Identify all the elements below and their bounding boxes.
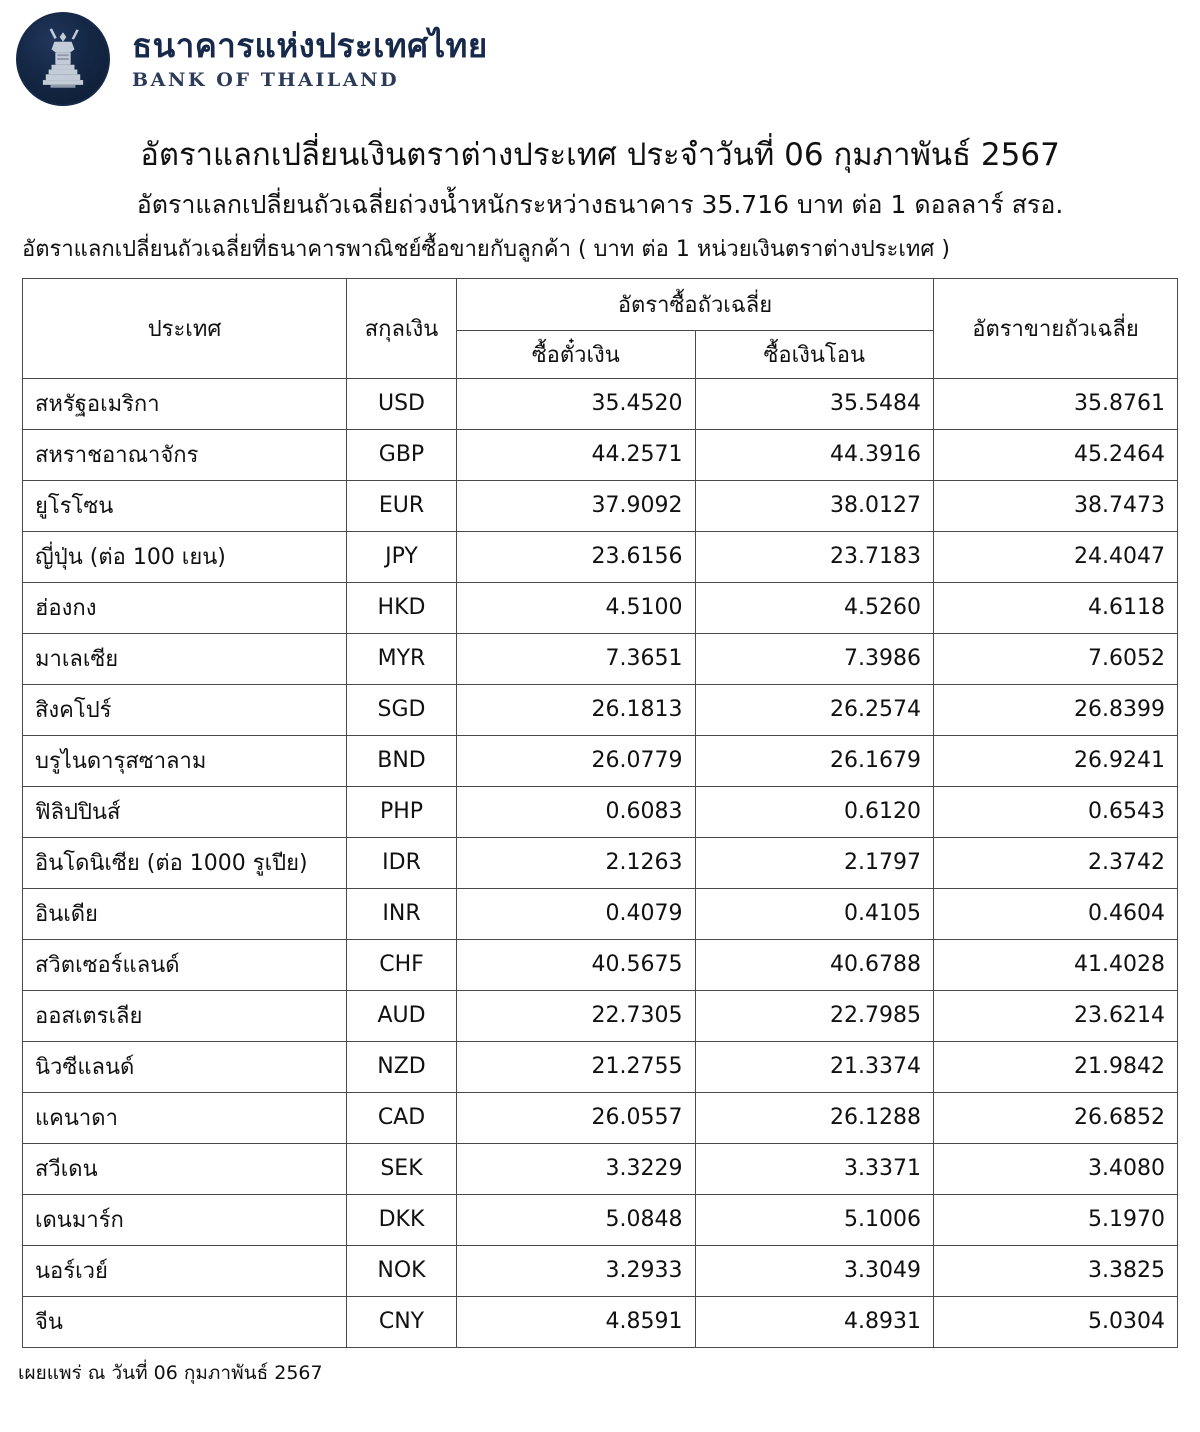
- exchange-rate-table: [22, 278, 1178, 1348]
- cell-sell-rate: 5.0304: [934, 1296, 1178, 1347]
- cell-country: มาเลเซีย: [23, 633, 347, 684]
- cell-country: แคนาดา: [23, 1092, 347, 1143]
- cell-currency: USD: [347, 378, 457, 429]
- cell-buy-transfer: 5.1006: [695, 1194, 934, 1245]
- cell-country: ฮ่องกง: [23, 582, 347, 633]
- cell-buy-transfer: 4.8931: [695, 1296, 934, 1347]
- cell-buy-transfer: 26.2574: [695, 684, 934, 735]
- cell-buy-bill: 4.5100: [457, 582, 696, 633]
- heading-block: [0, 136, 1200, 264]
- table-row: [23, 633, 1178, 684]
- cell-country: ออสเตรเลีย: [23, 990, 347, 1041]
- table-row: [23, 939, 1178, 990]
- column-header-buy-transfer: ซื้อเงินโอน: [695, 330, 934, 378]
- cell-sell-rate: 0.4604: [934, 888, 1178, 939]
- cell-currency: EUR: [347, 480, 457, 531]
- cell-buy-transfer: 40.6788: [695, 939, 934, 990]
- cell-buy-bill: 26.0557: [457, 1092, 696, 1143]
- cell-buy-bill: 26.1813: [457, 684, 696, 735]
- table-row: [23, 480, 1178, 531]
- column-header-sell-rate: อัตราขายถัวเฉลี่ย: [934, 278, 1178, 378]
- cell-buy-transfer: 2.1797: [695, 837, 934, 888]
- cell-currency: JPY: [347, 531, 457, 582]
- cell-buy-transfer: 22.7985: [695, 990, 934, 1041]
- cell-sell-rate: 26.6852: [934, 1092, 1178, 1143]
- cell-country: สวีเดน: [23, 1143, 347, 1194]
- table-row: [23, 1143, 1178, 1194]
- table-row: [23, 582, 1178, 633]
- cell-sell-rate: 3.3825: [934, 1245, 1178, 1296]
- cell-buy-bill: 22.7305: [457, 990, 696, 1041]
- cell-buy-bill: 21.2755: [457, 1041, 696, 1092]
- cell-currency: SEK: [347, 1143, 457, 1194]
- cell-buy-bill: 35.4520: [457, 378, 696, 429]
- page-subtitle: อัตราแลกเปลี่ยนถัวเฉลี่ยถ่วงน้ำหนักระหว่างธนาคาร 35.716 บาท ต่อ 1 ดอลลาร์ สรอ.: [136, 189, 1064, 219]
- cell-buy-bill: 2.1263: [457, 837, 696, 888]
- cell-buy-transfer: 26.1288: [695, 1092, 934, 1143]
- cell-sell-rate: 2.3742: [934, 837, 1178, 888]
- cell-buy-bill: 3.2933: [457, 1245, 696, 1296]
- cell-sell-rate: 41.4028: [934, 939, 1178, 990]
- table-row: [23, 1296, 1178, 1347]
- cell-currency: CNY: [347, 1296, 457, 1347]
- cell-buy-transfer: 21.3374: [695, 1041, 934, 1092]
- cell-buy-bill: 0.6083: [457, 786, 696, 837]
- cell-country: จีน: [23, 1296, 347, 1347]
- cell-currency: GBP: [347, 429, 457, 480]
- cell-buy-transfer: 7.3986: [695, 633, 934, 684]
- cell-sell-rate: 5.1970: [934, 1194, 1178, 1245]
- brand-name-thai: ธนาคารแห่งประเทศไทย: [132, 25, 488, 65]
- exchange-rate-table-wrapper: [0, 278, 1200, 1348]
- cell-buy-bill: 23.6156: [457, 531, 696, 582]
- column-header-buy-group: อัตราซื้อถัวเฉลี่ย: [457, 278, 934, 330]
- cell-country: อินเดีย: [23, 888, 347, 939]
- cell-buy-bill: 40.5675: [457, 939, 696, 990]
- cell-sell-rate: 0.6543: [934, 786, 1178, 837]
- cell-buy-bill: 0.4079: [457, 888, 696, 939]
- table-row: [23, 1041, 1178, 1092]
- cell-sell-rate: 35.8761: [934, 378, 1178, 429]
- cell-country: ญี่ปุ่น (ต่อ 100 เยน): [23, 531, 347, 582]
- cell-sell-rate: 26.9241: [934, 735, 1178, 786]
- cell-sell-rate: 3.4080: [934, 1143, 1178, 1194]
- cell-buy-bill: 26.0779: [457, 735, 696, 786]
- table-row: [23, 531, 1178, 582]
- cell-sell-rate: 4.6118: [934, 582, 1178, 633]
- table-body: [23, 378, 1178, 1347]
- table-row: [23, 1194, 1178, 1245]
- cell-country: อินโดนิเซีย (ต่อ 1000 รูเปีย): [23, 837, 347, 888]
- table-row: [23, 786, 1178, 837]
- cell-currency: BND: [347, 735, 457, 786]
- cell-buy-transfer: 26.1679: [695, 735, 934, 786]
- table-row: [23, 378, 1178, 429]
- cell-buy-transfer: 3.3371: [695, 1143, 934, 1194]
- cell-currency: CHF: [347, 939, 457, 990]
- cell-country: นอร์เวย์: [23, 1245, 347, 1296]
- cell-country: สวิตเซอร์แลนด์: [23, 939, 347, 990]
- brand-lockup: [132, 25, 488, 91]
- cell-buy-transfer: 4.5260: [695, 582, 934, 633]
- brand-name-english: BANK OF THAILAND: [132, 68, 400, 91]
- cell-currency: IDR: [347, 837, 457, 888]
- cell-sell-rate: 7.6052: [934, 633, 1178, 684]
- table-row: [23, 888, 1178, 939]
- cell-buy-bill: 44.2571: [457, 429, 696, 480]
- cell-currency: SGD: [347, 684, 457, 735]
- cell-currency: NOK: [347, 1245, 457, 1296]
- cell-sell-rate: 45.2464: [934, 429, 1178, 480]
- table-row: [23, 837, 1178, 888]
- cell-country: ฟิลิปปินส์: [23, 786, 347, 837]
- cell-buy-transfer: 35.5484: [695, 378, 934, 429]
- table-row: [23, 1245, 1178, 1296]
- cell-sell-rate: 38.7473: [934, 480, 1178, 531]
- cell-country: นิวซีแลนด์: [23, 1041, 347, 1092]
- cell-country: สิงคโปร์: [23, 684, 347, 735]
- cell-currency: HKD: [347, 582, 457, 633]
- bank-of-thailand-seal-icon: [16, 12, 110, 106]
- cell-buy-bill: 7.3651: [457, 633, 696, 684]
- table-header-row-primary: [23, 278, 1178, 330]
- publication-footer: เผยแพร่ ณ วันที่ 06 กุมภาพันธ์ 2567: [18, 1361, 323, 1384]
- cell-sell-rate: 21.9842: [934, 1041, 1178, 1092]
- cell-country: สหรัฐอเมริกา: [23, 378, 347, 429]
- masthead: [0, 0, 1200, 108]
- cell-buy-bill: 4.8591: [457, 1296, 696, 1347]
- cell-buy-transfer: 38.0127: [695, 480, 934, 531]
- cell-sell-rate: 26.8399: [934, 684, 1178, 735]
- cell-country: ยูโรโซน: [23, 480, 347, 531]
- cell-sell-rate: 23.6214: [934, 990, 1178, 1041]
- cell-currency: NZD: [347, 1041, 457, 1092]
- table-row: [23, 684, 1178, 735]
- column-header-currency: สกุลเงิน: [347, 278, 457, 378]
- table-row: [23, 735, 1178, 786]
- cell-buy-transfer: 0.6120: [695, 786, 934, 837]
- cell-buy-bill: 3.3229: [457, 1143, 696, 1194]
- table-row: [23, 990, 1178, 1041]
- table-header: [23, 278, 1178, 378]
- cell-sell-rate: 24.4047: [934, 531, 1178, 582]
- cell-buy-transfer: 44.3916: [695, 429, 934, 480]
- cell-buy-bill: 37.9092: [457, 480, 696, 531]
- cell-currency: INR: [347, 888, 457, 939]
- cell-buy-transfer: 0.4105: [695, 888, 934, 939]
- cell-country: สหราชอาณาจักร: [23, 429, 347, 480]
- table-row: [23, 1092, 1178, 1143]
- cell-buy-transfer: 23.7183: [695, 531, 934, 582]
- column-header-buy-bill: ซื้อตั๋วเงิน: [457, 330, 696, 378]
- cell-country: เดนมาร์ก: [23, 1194, 347, 1245]
- table-row: [23, 429, 1178, 480]
- cell-buy-transfer: 3.3049: [695, 1245, 934, 1296]
- cell-currency: PHP: [347, 786, 457, 837]
- cell-currency: AUD: [347, 990, 457, 1041]
- column-header-country: ประเทศ: [23, 278, 347, 378]
- page-note: อัตราแลกเปลี่ยนถัวเฉลี่ยที่ธนาคารพาณิชย์ซื้อขายกับลูกค้า ( บาท ต่อ 1 หน่วยเงินตราต่างประเทศ ): [22, 237, 950, 262]
- cell-currency: MYR: [347, 633, 457, 684]
- cell-buy-bill: 5.0848: [457, 1194, 696, 1245]
- cell-country: บรูไนดารุสซาลาม: [23, 735, 347, 786]
- cell-currency: DKK: [347, 1194, 457, 1245]
- page-title: อัตราแลกเปลี่ยนเงินตราต่างประเทศ ประจำวันที่ 06 กุมภาพันธ์ 2567: [140, 137, 1060, 173]
- cell-currency: CAD: [347, 1092, 457, 1143]
